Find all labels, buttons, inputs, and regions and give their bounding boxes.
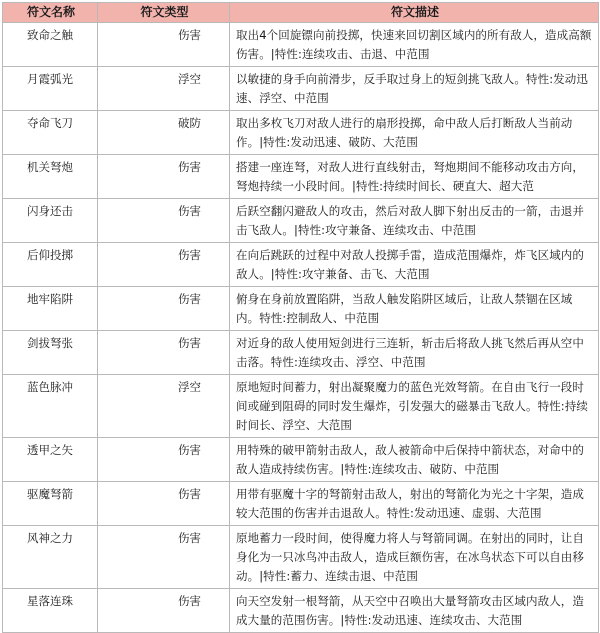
table-header-row <box>3 3 599 23</box>
rune-desc-cell: 原地短时间蓄力，射出凝聚魔力的蓝色光效弩箭。在自由飞行一段时间或碰到阻碍的同时发生爆炸，引发强大的磁暴击飞敌人。特性:持续时间长、浮空、大范围 <box>230 375 599 438</box>
rune-name-cell: 地牢陷阱 <box>3 287 98 331</box>
table-row <box>3 331 599 375</box>
rune-type-cell: 伤害 <box>98 482 230 526</box>
table-row <box>3 482 599 526</box>
rune-desc-cell: 取出多枚飞刀对敌人进行的扇形投掷，命中敌人后打断敌人当前动作。|特性:发动迅速、破防、大范围 <box>230 111 599 155</box>
table-row <box>3 23 599 67</box>
rune-type-cell: 伤害 <box>98 589 230 633</box>
rune-name-cell: 闪身还击 <box>3 199 98 243</box>
rune-desc-cell: 以敏捷的身手向前滑步，反手取过身上的短剑挑飞敌人。特性:发动迅速、浮空、中范围 <box>230 67 599 111</box>
rune-desc-cell: 后跃空翻闪避敌人的攻击，然后对敌人脚下射出反击的一箭，击退并击飞敌人。|特性:攻守兼备、连续攻击、中范围 <box>230 199 599 243</box>
header-rune-type: 符文类型 <box>98 3 230 23</box>
rune-desc-cell: 搭建一座连弩，对敌人进行直线射击，弩炮期间不能移动攻击方向，弩炮持续一小段时间。|特性:持续时间长、硬直大、超大范 <box>230 155 599 199</box>
table-row <box>3 199 599 243</box>
table-row <box>3 243 599 287</box>
table-row <box>3 589 599 633</box>
rune-name-cell: 后仰投掷 <box>3 243 98 287</box>
rune-type-cell: 伤害 <box>98 287 230 331</box>
rune-type-cell: 伤害 <box>98 199 230 243</box>
rune-name-cell: 致命之触 <box>3 23 98 67</box>
table-row <box>3 287 599 331</box>
table-row <box>3 111 599 155</box>
rune-desc-cell: 对近身的敌人使用短剑进行三连斩，斩击后将敌人挑飞然后再从空中击落。特性:连续攻击、浮空、中范围 <box>230 331 599 375</box>
table-row <box>3 438 599 482</box>
rune-desc-cell: 向天空发射一根弩箭，从天空中召唤出大量弩箭攻击区域内敌人，造成大量的范围伤害。|特性:发动迅速、连续攻击、大范围 <box>230 589 599 633</box>
rune-type-cell: 伤害 <box>98 438 230 482</box>
rune-name-cell: 透甲之矢 <box>3 438 98 482</box>
rune-type-cell: 伤害 <box>98 243 230 287</box>
rune-type-cell: 伤害 <box>98 526 230 589</box>
rune-type-cell: 浮空 <box>98 67 230 111</box>
rune-type-cell: 伤害 <box>98 331 230 375</box>
rune-desc-cell: 用特殊的破甲箭射击敌人，敌人被箭命中后保持中箭状态，对命中的敌人造成持续伤害。|特性:连续攻击、破防、中范围 <box>230 438 599 482</box>
rune-type-cell: 伤害 <box>98 155 230 199</box>
rune-table <box>2 2 599 633</box>
rune-name-cell: 蓝色脉冲 <box>3 375 98 438</box>
rune-desc-cell: 俯身在身前放置陷阱，当敌人触发陷阱区域后，让敌人禁锢在区域内。特性:控制敌人、中范围 <box>230 287 599 331</box>
rune-desc-cell: 原地蓄力一段时间，使得魔力将人与弩箭同调。在射出的同时，让自身化为一只冰鸟冲击敌人，造成巨额伤害，在冰鸟状态下可以自由移动。|特性:蓄力、连续击退、中范围 <box>230 526 599 589</box>
table-row <box>3 375 599 438</box>
header-rune-name: 符文名称 <box>3 3 98 23</box>
rune-desc-cell: 在向后跳跃的过程中对敌人投掷手雷，造成范围爆炸，炸飞区域内的敌人。|特性:攻守兼备、击飞、大范围 <box>230 243 599 287</box>
rune-name-cell: 剑拔弩张 <box>3 331 98 375</box>
rune-name-cell: 月霞弧光 <box>3 67 98 111</box>
rune-name-cell: 星落连珠 <box>3 589 98 633</box>
rune-type-cell: 伤害 <box>98 23 230 67</box>
rune-name-cell: 夺命飞刀 <box>3 111 98 155</box>
table-row <box>3 67 599 111</box>
rune-desc-cell: 取出4个回旋镖向前投掷，快速来回切割区域内的所有敌人，造成高额伤害。|特性:连续攻击、击退、中范围 <box>230 23 599 67</box>
rune-type-cell: 破防 <box>98 111 230 155</box>
rune-type-cell: 浮空 <box>98 375 230 438</box>
rune-desc-cell: 用带有驱魔十字的弩箭射击敌人，射出的弩箭化为光之十字架，造成较大范围的伤害并击退敌人。特性:发动迅速、虚弱、大范围 <box>230 482 599 526</box>
table-row <box>3 155 599 199</box>
rune-name-cell: 机关弩炮 <box>3 155 98 199</box>
table-row <box>3 526 599 589</box>
rune-name-cell: 风神之力 <box>3 526 98 589</box>
rune-name-cell: 驱魔弩箭 <box>3 482 98 526</box>
header-rune-description: 符文描述 <box>230 3 599 23</box>
